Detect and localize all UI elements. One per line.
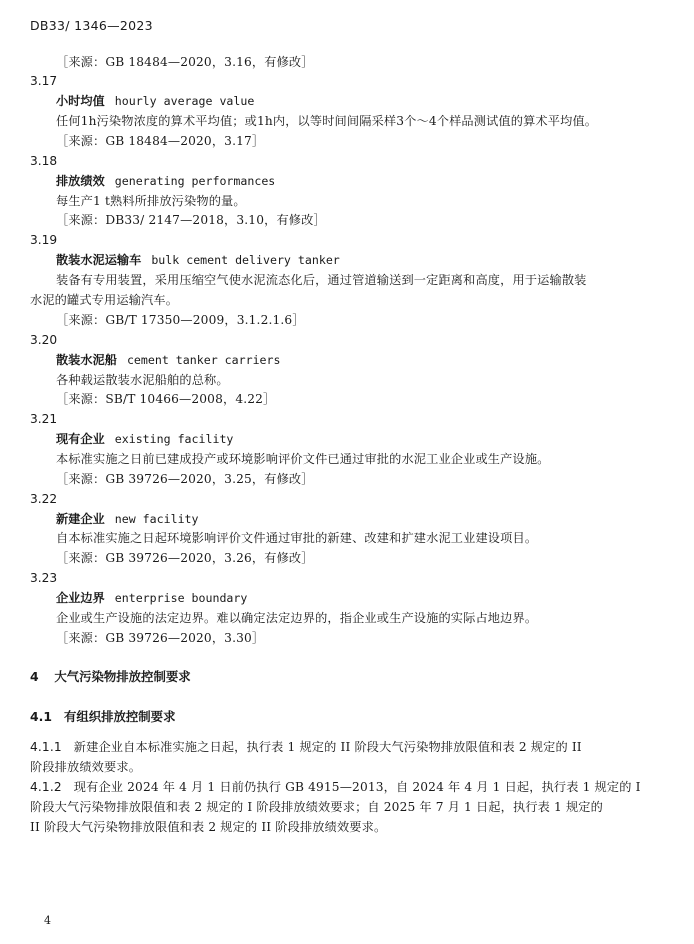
clause-number-3-18: 3.18 xyxy=(30,154,58,168)
term-english: cement tanker carriers xyxy=(126,353,281,367)
source-note-3-21: ［来源：GB 39726—2020，3.25，有修改］ xyxy=(56,472,314,486)
source-note-3-16: ［来源：GB 18484—2020，3.16，有修改］ xyxy=(56,55,314,69)
term-3-17 xyxy=(56,91,254,111)
clause-number-3-17: 3.17 xyxy=(30,74,58,88)
source-note-3-18: ［来源：DB33/ 2147—2018，3.10，有修改］ xyxy=(56,213,326,227)
definition-3-22: 自本标准实施之日起环境影响评价文件通过审批的新建、改建和扩建水泥工业建设项目。 xyxy=(56,531,538,545)
section-number: 4 xyxy=(30,669,39,684)
term-chinese: 小时均值 xyxy=(56,94,105,108)
clause-4-1-2-line3: II 阶段大气污染物排放限值和表 2 规定的 II 阶段排放绩效要求。 xyxy=(30,820,387,834)
document-code-header: DB33/ 1346—2023 xyxy=(30,18,153,33)
clause-number-3-22: 3.22 xyxy=(30,492,58,506)
term-english: generating performances xyxy=(114,174,276,188)
term-english: bulk cement delivery tanker xyxy=(151,253,340,267)
term-chinese: 排放绩效 xyxy=(56,174,105,188)
clause-text: 现有企业 2024 年 4 月 1 日前仍执行 GB 4915—2013，自 2024 年 4 月 1 日起，执行表 1 规定的 I xyxy=(73,780,641,794)
term-3-20 xyxy=(56,350,281,370)
term-chinese: 企业边界 xyxy=(56,591,105,605)
definition-3-19-line2: 水泥的罐式专用运输汽车。 xyxy=(30,293,179,307)
definition-3-18: 每生产1 t熟料所排放污染物的量。 xyxy=(56,194,246,208)
clause-number-3-20: 3.20 xyxy=(30,333,58,347)
clause-number: 4.1.1 xyxy=(30,740,62,754)
definition-3-23: 企业或生产设施的法定边界。难以确定法定边界的，指企业或生产设施的实际占地边界。 xyxy=(56,611,538,625)
clause-number-3-23: 3.23 xyxy=(30,571,58,585)
term-3-19 xyxy=(56,250,340,270)
section-title: 大气污染物排放控制要求 xyxy=(54,669,191,684)
term-3-23 xyxy=(56,588,247,608)
clause-number: 4.1.2 xyxy=(30,780,62,794)
page-number: 4 xyxy=(44,914,51,927)
section-title: 有组织排放控制要求 xyxy=(63,709,176,724)
term-chinese: 散装水泥运输车 xyxy=(56,253,142,267)
definition-3-21: 本标准实施之日前已建成投产或环境影响评价文件已通过审批的水泥工业企业或生产设施。 xyxy=(56,452,550,466)
term-chinese: 新建企业 xyxy=(56,512,105,526)
term-english: new facility xyxy=(114,512,199,526)
term-3-21 xyxy=(56,429,233,449)
source-note-3-20: ［来源：SB/T 10466—2008，4.22］ xyxy=(56,392,276,406)
source-note-3-19: ［来源：GB/T 17350—2009，3.1.2.1.6］ xyxy=(56,313,305,327)
definition-3-20: 各种载运散装水泥船舶的总称。 xyxy=(56,373,229,387)
term-chinese: 散装水泥船 xyxy=(56,353,117,367)
clause-number-3-19: 3.19 xyxy=(30,233,58,247)
term-chinese: 现有企业 xyxy=(56,432,105,446)
source-note-3-17: ［来源：GB 18484—2020，3.17］ xyxy=(56,134,265,148)
term-english: hourly average value xyxy=(114,94,255,108)
clause-number-3-21: 3.21 xyxy=(30,412,58,426)
term-english: enterprise boundary xyxy=(114,591,248,605)
clause-4-1-1-line2: 阶段排放绩效要求。 xyxy=(30,760,142,774)
section-heading-4 xyxy=(30,667,191,687)
source-note-3-22: ［来源：GB 39726—2020，3.26，有修改］ xyxy=(56,551,314,565)
clause-4-1-1-line1 xyxy=(30,737,582,757)
term-3-22 xyxy=(56,509,199,529)
clause-text: 新建企业自本标准实施之日起，执行表 1 规定的 II 阶段大气污染物排放限值和表 2 规定的 II xyxy=(73,740,582,754)
clause-4-1-2-line2: 阶段大气污染物排放限值和表 2 规定的 I 阶段排放绩效要求；自 2025 年 7 月 1 日起，执行表 1 规定的 xyxy=(30,800,603,814)
section-number: 4.1 xyxy=(30,709,52,724)
term-english: existing facility xyxy=(114,432,234,446)
definition-3-19-line1: 装备有专用装置，采用压缩空气使水泥流态化后，通过管道输送到一定距离和高度，用于运输散装 xyxy=(56,273,587,287)
section-heading-4-1 xyxy=(30,707,175,727)
source-note-3-23: ［来源：GB 39726—2020，3.30］ xyxy=(56,631,265,645)
term-3-18 xyxy=(56,171,275,191)
clause-4-1-2-line1 xyxy=(30,777,641,797)
definition-3-17: 任何1h污染物浓度的算术平均值；或1h内，以等时间间隔采样3个～4个样品测试值的算术平均值。 xyxy=(56,114,598,128)
